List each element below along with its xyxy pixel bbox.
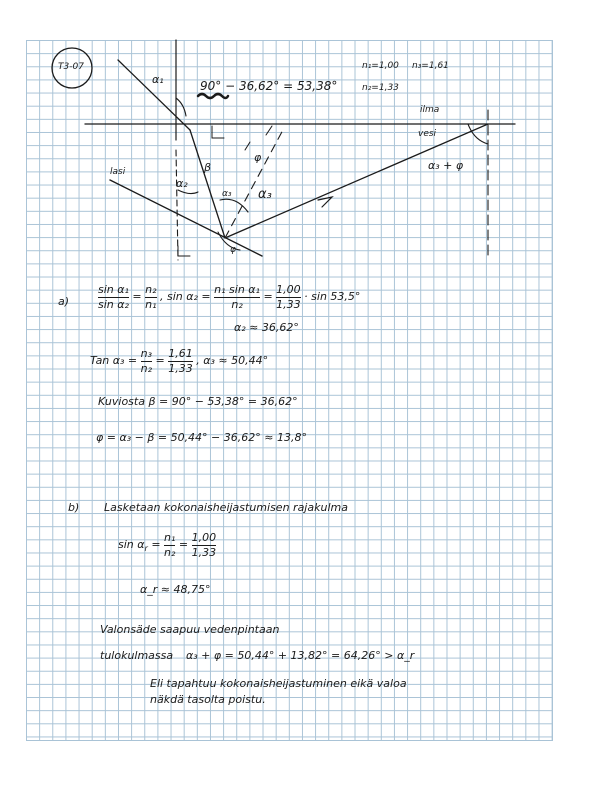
- beta-label: β: [204, 161, 212, 174]
- glass-ray: [225, 124, 488, 238]
- a2-result: α₂ ≈ 36,62°: [234, 321, 299, 334]
- arc-alpha1: [176, 98, 186, 116]
- arrow-head: [318, 197, 332, 207]
- text-line-2-expr: α₃ + φ = 50,44° + 13,82° = 64,26° > α_r: [186, 649, 415, 662]
- glass-surface-line: [110, 177, 262, 256]
- phi-label: φ: [254, 151, 262, 164]
- alpha2-label: α₂: [176, 177, 188, 190]
- air-label: ilma: [420, 105, 440, 115]
- right-angle-bottom: [178, 246, 190, 256]
- normal-line-lower: [176, 150, 178, 260]
- alpha1-label: α₁: [152, 73, 164, 86]
- sum-angle-label: α₃ + φ: [428, 159, 464, 172]
- arc-alpha3: [220, 199, 248, 212]
- alpha3-label: α₃: [222, 189, 232, 199]
- phi-line: φ = α₃ − β = 50,44° − 36,62° ≈ 13,8°: [96, 431, 307, 444]
- part-b-intro: Lasketaan kokonaisheijastumisen rajakulma: [104, 501, 348, 514]
- glass-label: lasi: [110, 167, 126, 177]
- text-line-3: Eli tapahtuu kokonaisheijastuminen eikä valoa: [150, 677, 407, 690]
- beta-line: Kuviosta β = 90° − 53,38° = 36,62°: [98, 395, 298, 408]
- refracted-ray: [190, 130, 225, 238]
- ar-result: α_r ≈ 48,75°: [140, 583, 211, 596]
- tick-marks: [266, 126, 272, 135]
- angle-calc: 90° − 36,62° = 53,38°: [200, 79, 338, 93]
- arc-phi: [218, 232, 240, 250]
- glass-normal: [225, 128, 284, 238]
- part-b-label: b): [68, 501, 80, 514]
- n3-label: n₃=1,61: [412, 61, 449, 71]
- part-a-label: a): [58, 295, 70, 308]
- snell-equation: $\frac{\text{sin α₁}}{\text{sin α₂}}$ = $\frac{\text{n₂}}{\text{n₁}}$ , sin α₂ = $\frac{\text{n₁ sin α₁}}{\text{n₂}}$ = $\frac{1,00}{1,33}$ · sin 53,5°: [98, 283, 361, 311]
- arc-alpha2: [178, 190, 198, 194]
- incident-ray: [118, 60, 190, 130]
- phi-bottom-label: φ: [230, 245, 236, 255]
- text-line-1: Valonsäde saapuu vedenpintaan: [100, 623, 280, 636]
- right-angle-top: [212, 126, 224, 138]
- text-line-2-prefix: tulokulmassa: [100, 649, 174, 662]
- water-label: vesi: [418, 129, 437, 139]
- alpha3-outer-label: α₃: [258, 187, 272, 202]
- arc-right: [468, 124, 488, 144]
- scribble: [198, 94, 228, 98]
- n1-label: n₁=1,00: [362, 61, 399, 71]
- tick-marks: [245, 142, 250, 150]
- problem-id: T3-07: [58, 62, 84, 72]
- critical-angle-equation: $\sin \alpha_r$ = $\frac{\text{n₁}}{\text{n₂}}$ = $\frac{1,00}{1,33}$: [118, 531, 217, 559]
- text-line-4: näkdä tasolta poistu.: [150, 693, 266, 706]
- tan-equation: Tan α₃ = $\frac{\text{n₃}}{\text{n₂}}$ = $\frac{1,61}{1,33}$ , α₃ ≈ 50,44°: [90, 347, 269, 375]
- n2-label: n₂=1,33: [362, 83, 399, 93]
